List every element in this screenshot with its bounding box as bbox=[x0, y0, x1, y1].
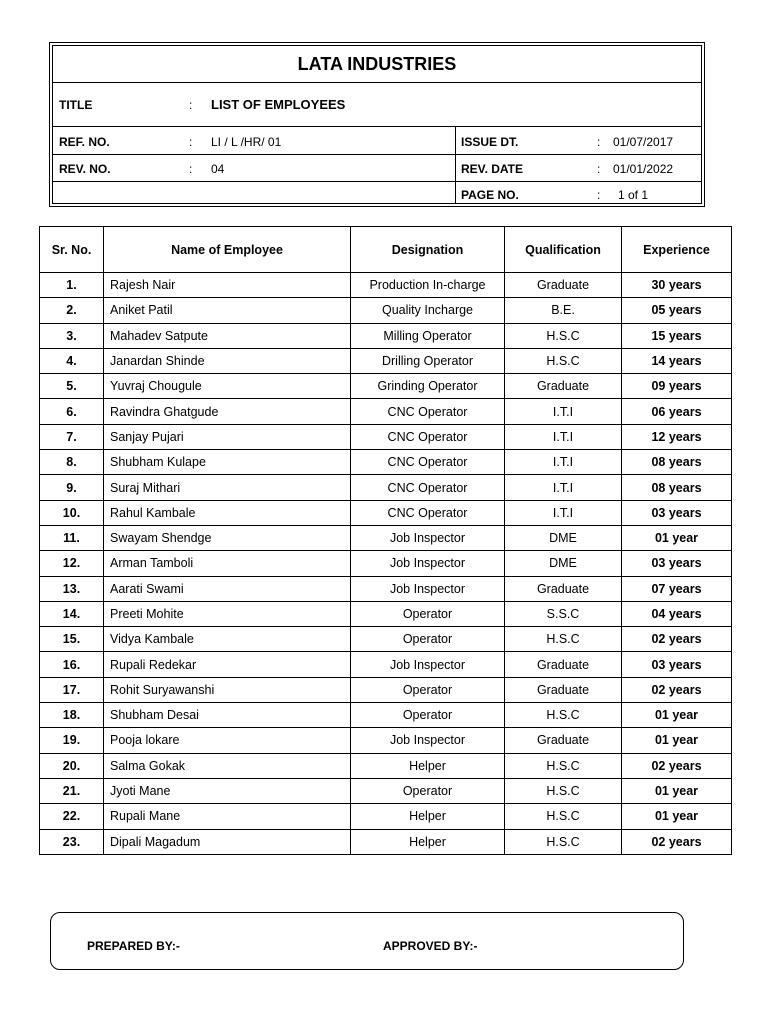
cell-designation: Job Inspector bbox=[351, 576, 505, 601]
cell-experience: 03 years bbox=[622, 551, 732, 576]
cell-experience: 03 years bbox=[622, 500, 732, 525]
cell-designation: Job Inspector bbox=[351, 525, 505, 550]
table-row bbox=[40, 778, 732, 803]
cell-experience: 01 year bbox=[622, 778, 732, 803]
table-row bbox=[40, 551, 732, 576]
cell-employee-name: Yuvraj Chougule bbox=[104, 374, 351, 399]
cell-qualification: S.S.C bbox=[505, 601, 622, 626]
title-value: LIST OF EMPLOYEES bbox=[211, 97, 346, 112]
cell-sr-no: 19. bbox=[40, 728, 104, 753]
table-row bbox=[40, 652, 732, 677]
cell-sr-no: 11. bbox=[40, 525, 104, 550]
cell-designation: Job Inspector bbox=[351, 551, 505, 576]
table-row bbox=[40, 273, 732, 298]
cell-qualification: Graduate bbox=[505, 652, 622, 677]
cell-sr-no: 8. bbox=[40, 450, 104, 475]
ref-value: LI / L /HR/ 01 bbox=[211, 135, 282, 149]
cell-designation: CNC Operator bbox=[351, 424, 505, 449]
cell-designation: CNC Operator bbox=[351, 475, 505, 500]
cell-employee-name: Rupali Redekar bbox=[104, 652, 351, 677]
cell-employee-name: Suraj Mithari bbox=[104, 475, 351, 500]
issue-value: 01/07/2017 bbox=[613, 135, 674, 149]
cell-employee-name: Swayam Shendge bbox=[104, 525, 351, 550]
cell-employee-name: Rajesh Nair bbox=[104, 273, 351, 298]
cell-experience: 08 years bbox=[622, 475, 732, 500]
cell-sr-no: 2. bbox=[40, 298, 104, 323]
rev-label: REV. NO. bbox=[59, 162, 111, 176]
cell-sr-no: 4. bbox=[40, 348, 104, 373]
cell-qualification: I.T.I bbox=[505, 500, 622, 525]
cell-designation: Milling Operator bbox=[351, 323, 505, 348]
employee-table-body bbox=[40, 273, 732, 855]
col-header-experience: Experience bbox=[622, 227, 732, 273]
table-row bbox=[40, 475, 732, 500]
cell-experience: 01 year bbox=[622, 804, 732, 829]
cell-sr-no: 5. bbox=[40, 374, 104, 399]
col-header-designation: Designation bbox=[351, 227, 505, 273]
cell-employee-name: Mahadev Satpute bbox=[104, 323, 351, 348]
cell-qualification: DME bbox=[505, 551, 622, 576]
rev-value: 04 bbox=[211, 162, 225, 176]
page-colon: : bbox=[597, 188, 601, 202]
table-row bbox=[40, 576, 732, 601]
cell-sr-no: 1. bbox=[40, 273, 104, 298]
cell-qualification: H.S.C bbox=[505, 348, 622, 373]
rev-row bbox=[53, 155, 701, 182]
cell-sr-no: 17. bbox=[40, 677, 104, 702]
company-name: LATA INDUSTRIES bbox=[53, 46, 701, 83]
cell-qualification: H.S.C bbox=[505, 804, 622, 829]
cell-employee-name: Rahul Kambale bbox=[104, 500, 351, 525]
table-row bbox=[40, 525, 732, 550]
table-row bbox=[40, 804, 732, 829]
cell-sr-no: 7. bbox=[40, 424, 104, 449]
cell-sr-no: 14. bbox=[40, 601, 104, 626]
cell-designation: CNC Operator bbox=[351, 399, 505, 424]
table-row bbox=[40, 677, 732, 702]
cell-sr-no: 21. bbox=[40, 778, 104, 803]
cell-sr-no: 22. bbox=[40, 804, 104, 829]
page-row bbox=[53, 182, 701, 206]
revdate-colon: : bbox=[597, 162, 601, 176]
col-header-sr-no: Sr. No. bbox=[40, 227, 104, 273]
cell-sr-no: 15. bbox=[40, 627, 104, 652]
revdate-value: 01/01/2022 bbox=[613, 162, 674, 176]
cell-experience: 01 year bbox=[622, 525, 732, 550]
col-header-qualification: Qualification bbox=[505, 227, 622, 273]
table-row bbox=[40, 323, 732, 348]
cell-employee-name: Preeti Mohite bbox=[104, 601, 351, 626]
cell-qualification: I.T.I bbox=[505, 475, 622, 500]
cell-designation: Operator bbox=[351, 601, 505, 626]
cell-employee-name: Ravindra Ghatgude bbox=[104, 399, 351, 424]
employee-table bbox=[39, 226, 732, 855]
table-row bbox=[40, 399, 732, 424]
cell-sr-no: 6. bbox=[40, 399, 104, 424]
document-header bbox=[49, 42, 705, 207]
cell-employee-name: Shubham Kulape bbox=[104, 450, 351, 475]
cell-employee-name: Rupali Mane bbox=[104, 804, 351, 829]
cell-designation: CNC Operator bbox=[351, 450, 505, 475]
cell-sr-no: 23. bbox=[40, 829, 104, 854]
cell-qualification: Graduate bbox=[505, 677, 622, 702]
cell-qualification: Graduate bbox=[505, 374, 622, 399]
cell-experience: 01 year bbox=[622, 728, 732, 753]
cell-designation: Production In-charge bbox=[351, 273, 505, 298]
cell-designation: Operator bbox=[351, 703, 505, 728]
cell-qualification: H.S.C bbox=[505, 703, 622, 728]
table-row bbox=[40, 374, 732, 399]
table-row bbox=[40, 424, 732, 449]
cell-employee-name: Aniket Patil bbox=[104, 298, 351, 323]
cell-qualification: H.S.C bbox=[505, 753, 622, 778]
cell-employee-name: Rohit Suryawanshi bbox=[104, 677, 351, 702]
cell-experience: 30 years bbox=[622, 273, 732, 298]
cell-sr-no: 20. bbox=[40, 753, 104, 778]
cell-experience: 06 years bbox=[622, 399, 732, 424]
table-row bbox=[40, 298, 732, 323]
cell-employee-name: Arman Tamboli bbox=[104, 551, 351, 576]
cell-designation: Helper bbox=[351, 829, 505, 854]
table-row bbox=[40, 703, 732, 728]
table-header-row bbox=[40, 227, 732, 273]
cell-designation: Drilling Operator bbox=[351, 348, 505, 373]
cell-designation: CNC Operator bbox=[351, 500, 505, 525]
cell-designation: Quality Incharge bbox=[351, 298, 505, 323]
cell-employee-name: Janardan Shinde bbox=[104, 348, 351, 373]
cell-experience: 09 years bbox=[622, 374, 732, 399]
header-column-divider bbox=[455, 127, 456, 203]
cell-sr-no: 9. bbox=[40, 475, 104, 500]
cell-employee-name: Salma Gokak bbox=[104, 753, 351, 778]
rev-colon: : bbox=[189, 162, 193, 176]
title-label: TITLE bbox=[59, 98, 93, 112]
table-row bbox=[40, 450, 732, 475]
cell-experience: 03 years bbox=[622, 652, 732, 677]
table-row bbox=[40, 728, 732, 753]
cell-sr-no: 16. bbox=[40, 652, 104, 677]
cell-experience: 01 year bbox=[622, 703, 732, 728]
cell-sr-no: 10. bbox=[40, 500, 104, 525]
cell-experience: 14 years bbox=[622, 348, 732, 373]
cell-employee-name: Jyoti Mane bbox=[104, 778, 351, 803]
table-row bbox=[40, 627, 732, 652]
table-row bbox=[40, 348, 732, 373]
cell-designation: Operator bbox=[351, 627, 505, 652]
cell-designation: Job Inspector bbox=[351, 652, 505, 677]
cell-qualification: Graduate bbox=[505, 576, 622, 601]
cell-qualification: H.S.C bbox=[505, 778, 622, 803]
cell-qualification: Graduate bbox=[505, 273, 622, 298]
cell-employee-name: Shubham Desai bbox=[104, 703, 351, 728]
cell-sr-no: 13. bbox=[40, 576, 104, 601]
signature-box bbox=[50, 912, 684, 970]
table-row bbox=[40, 753, 732, 778]
ref-row bbox=[53, 127, 701, 155]
issue-colon: : bbox=[597, 135, 601, 149]
cell-experience: 05 years bbox=[622, 298, 732, 323]
cell-employee-name: Sanjay Pujari bbox=[104, 424, 351, 449]
approved-by-label: APPROVED BY:- bbox=[383, 939, 478, 953]
cell-qualification: H.S.C bbox=[505, 323, 622, 348]
cell-experience: 07 years bbox=[622, 576, 732, 601]
cell-qualification: H.S.C bbox=[505, 829, 622, 854]
cell-qualification: I.T.I bbox=[505, 424, 622, 449]
cell-designation: Helper bbox=[351, 753, 505, 778]
page-label: PAGE NO. bbox=[461, 188, 519, 202]
cell-qualification: DME bbox=[505, 525, 622, 550]
cell-designation: Grinding Operator bbox=[351, 374, 505, 399]
table-row bbox=[40, 500, 732, 525]
cell-employee-name: Dipali Magadum bbox=[104, 829, 351, 854]
cell-experience: 12 years bbox=[622, 424, 732, 449]
issue-label: ISSUE DT. bbox=[461, 135, 519, 149]
cell-experience: 02 years bbox=[622, 829, 732, 854]
table-row bbox=[40, 601, 732, 626]
page-value: 1 of 1 bbox=[618, 188, 649, 202]
cell-qualification: B.E. bbox=[505, 298, 622, 323]
document-header-inner bbox=[52, 45, 702, 204]
cell-experience: 02 years bbox=[622, 677, 732, 702]
cell-employee-name: Vidya Kambale bbox=[104, 627, 351, 652]
cell-qualification: H.S.C bbox=[505, 627, 622, 652]
cell-designation: Operator bbox=[351, 677, 505, 702]
table-row bbox=[40, 829, 732, 854]
cell-sr-no: 12. bbox=[40, 551, 104, 576]
ref-label: REF. NO. bbox=[59, 135, 110, 149]
title-row bbox=[53, 83, 701, 127]
prepared-by-label: PREPARED BY:- bbox=[87, 939, 180, 953]
cell-experience: 15 years bbox=[622, 323, 732, 348]
cell-experience: 04 years bbox=[622, 601, 732, 626]
cell-employee-name: Pooja lokare bbox=[104, 728, 351, 753]
cell-sr-no: 3. bbox=[40, 323, 104, 348]
cell-designation: Job Inspector bbox=[351, 728, 505, 753]
cell-designation: Helper bbox=[351, 804, 505, 829]
col-header-name: Name of Employee bbox=[104, 227, 351, 273]
ref-colon: : bbox=[189, 135, 193, 149]
cell-qualification: Graduate bbox=[505, 728, 622, 753]
title-colon: : bbox=[189, 98, 193, 112]
cell-experience: 02 years bbox=[622, 753, 732, 778]
cell-employee-name: Aarati Swami bbox=[104, 576, 351, 601]
revdate-label: REV. DATE bbox=[461, 162, 524, 176]
cell-experience: 02 years bbox=[622, 627, 732, 652]
cell-qualification: I.T.I bbox=[505, 450, 622, 475]
cell-sr-no: 18. bbox=[40, 703, 104, 728]
cell-qualification: I.T.I bbox=[505, 399, 622, 424]
cell-experience: 08 years bbox=[622, 450, 732, 475]
cell-designation: Operator bbox=[351, 778, 505, 803]
